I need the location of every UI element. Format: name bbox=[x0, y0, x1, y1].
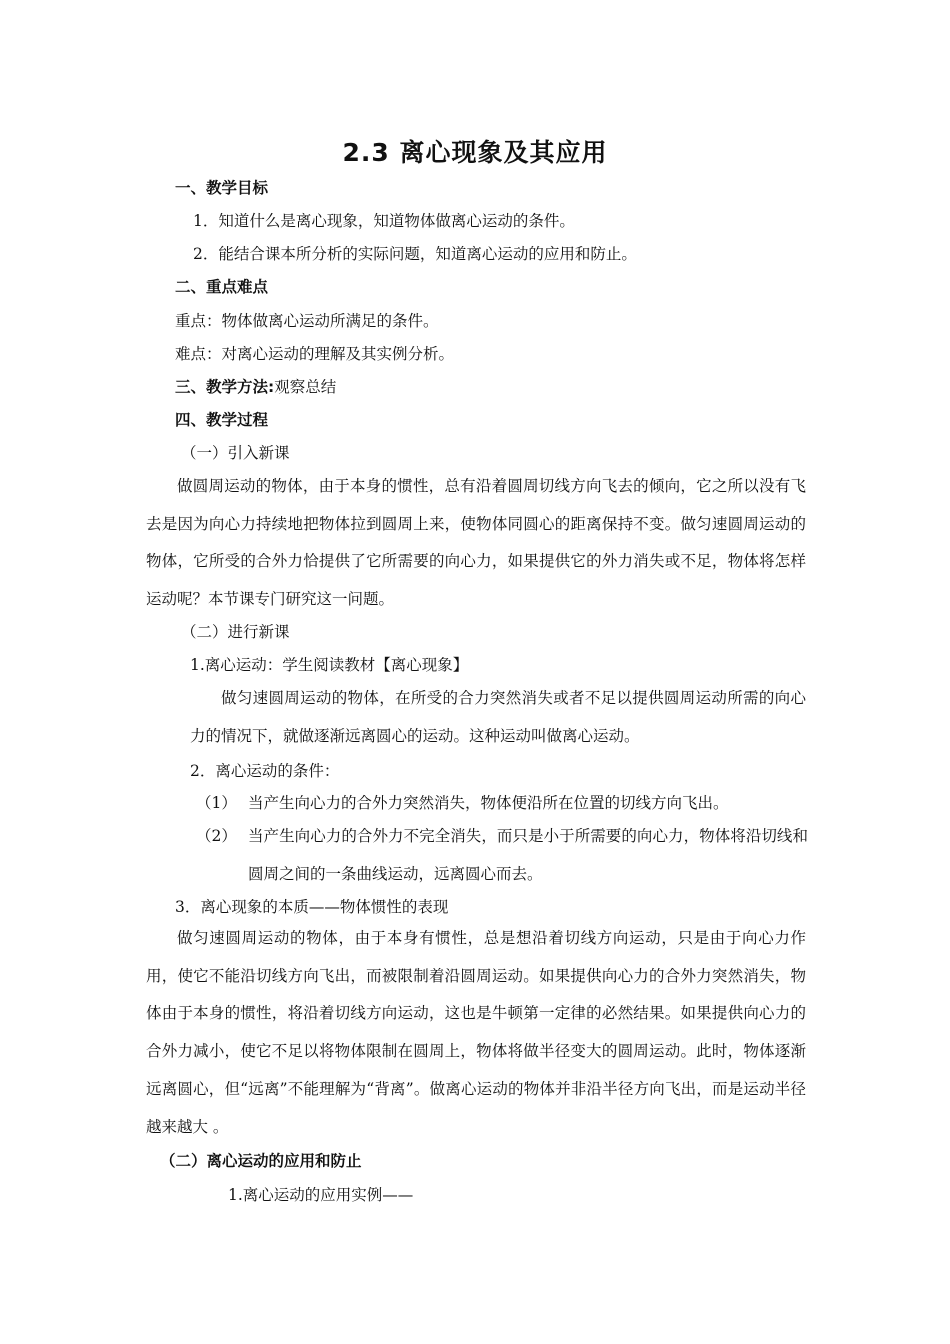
subsection-heading-applications: （二）离心运动的应用和防止 bbox=[160, 1152, 362, 1170]
point-3-label: 3．离心现象的本质——物体惯性的表现 bbox=[175, 898, 449, 916]
section-heading-key-points: 二、重点难点 bbox=[175, 278, 269, 296]
condition-2-text: 当产生向心力的合外力不完全消失，而只是小于所需要的向心力，物体将沿切线和圆周之间的一条曲线运动，远离圆心而去。 bbox=[248, 827, 808, 883]
section-heading-method: 三、教学方法: bbox=[175, 378, 275, 396]
method-line bbox=[175, 377, 336, 397]
goal-item-1: 1．知道什么是离心现象，知道物体做离心运动的条件。 bbox=[193, 212, 575, 230]
condition-1-number: （1） bbox=[196, 794, 237, 812]
point-1-label: 1.离心运动：学生阅读教材【离心现象】 bbox=[190, 656, 469, 674]
subsection-label-new-lesson: （二）进行新课 bbox=[181, 623, 290, 641]
intro-paragraph: 做圆周运动的物体，由于本身的惯性，总有沿着圆周切线方向飞去的倾向，它之所以没有飞去是因为向心力持续地把物体拉到圆周上来，使物体同圆心的距离保持不变。做匀速圆周运动的物体，它所受的合外力恰提供了它所需要的向心力，如果提供它的外力消失或不足，物体将怎样运动呢？本节课专门研究这一问题。 bbox=[146, 477, 806, 609]
point-1-paragraph: 做匀速圆周运动的物体，在所受的合力突然消失或者不足以提供圆周运动所需的向心力的情况下，就做逐渐远离圆心的运动。这种运动叫做离心运动。 bbox=[190, 689, 806, 745]
condition-1-text: 当产生向心力的合外力突然消失，物体便沿所在位置的切线方向飞出。 bbox=[248, 794, 729, 812]
method-text: 观察总结 bbox=[274, 378, 337, 396]
condition-2-number: （2） bbox=[196, 827, 237, 845]
section-heading-goals: 一、教学目标 bbox=[175, 179, 269, 197]
section-heading-process: 四、教学过程 bbox=[175, 411, 269, 429]
point-2-label: 2．离心运动的条件： bbox=[190, 762, 340, 780]
key-point-text: 重点：物体做离心运动所满足的条件。 bbox=[175, 312, 439, 330]
difficulty-text: 难点：对离心运动的理解及其实例分析。 bbox=[175, 345, 455, 363]
point-3-paragraph: 做匀速圆周运动的物体，由于本身有惯性，总是想沿着切线方向运动，只是由于向心力作用，使它不能沿切线方向飞出，而被限制着沿圆周运动。如果提供向心力的合外力突然消失，物体由于本身的惯性，将沿着切线方向运动，这也是牛顿第一定律的必然结果。如果提供向心力的合外力减小，使它不足以将物体限制在圆周上，物体将做半径变大的圆周运动。此时，物体逐渐远离圆心，但“远离”不能理解为“背离”。做离心运动的物体并非沿半径方向飞出，而是运动半径越来越大 。 bbox=[146, 929, 806, 1136]
application-1-label: 1.离心运动的应用实例—— bbox=[228, 1186, 414, 1204]
subsection-label-intro: （一）引入新课 bbox=[181, 444, 290, 462]
goal-item-2: 2．能结合课本所分析的实际问题，知道离心运动的应用和防止。 bbox=[193, 245, 637, 263]
page-title: 2.3 离心现象及其应用 bbox=[342, 138, 608, 167]
